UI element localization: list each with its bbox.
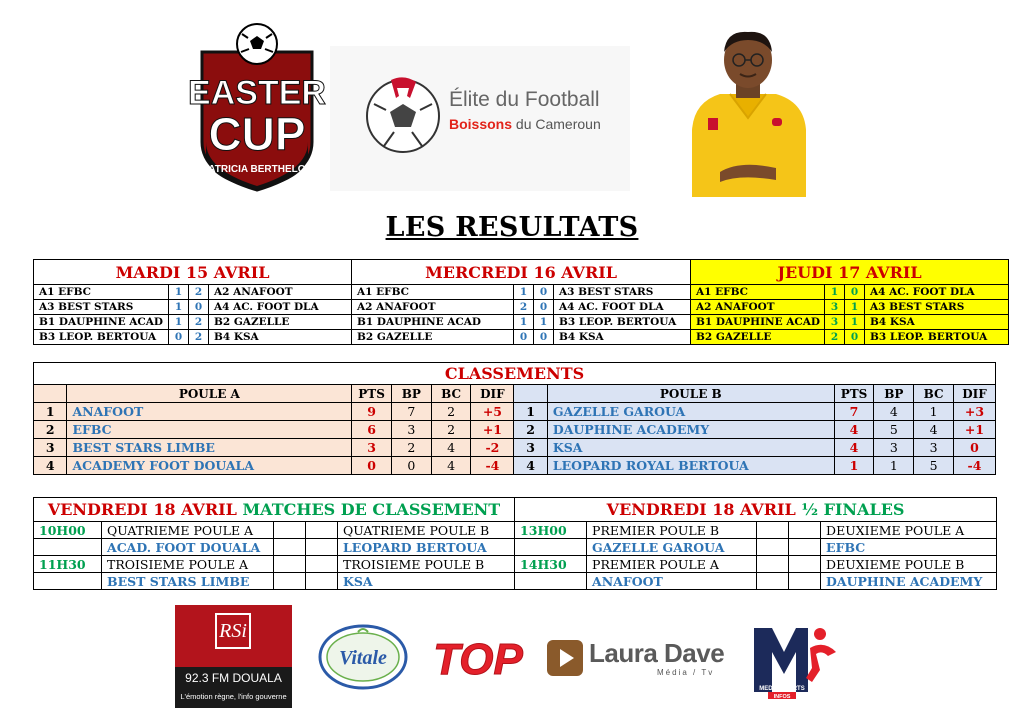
home-team: A2 ANAFOOT: [691, 300, 825, 315]
home-team: B3 LEOP. BERTOUA: [34, 330, 169, 345]
patron-photo: [680, 22, 816, 197]
away-score: 0: [845, 330, 865, 345]
msi-text-line1: MEDIA SPORTS: [759, 686, 805, 692]
home-team: A1 EFBC: [352, 285, 514, 300]
goals-for: 2: [391, 439, 431, 457]
home-score: 1: [825, 285, 845, 300]
goal-difference: +1: [471, 421, 514, 439]
score-cell: [757, 556, 789, 573]
home-team: A3 BEST STARS: [34, 300, 169, 315]
slot-label: DEUXIEME POULE A: [821, 522, 997, 539]
away-score: 2: [189, 315, 209, 330]
away-score: 1: [845, 315, 865, 330]
score-cell: [274, 573, 306, 590]
rank-header: [514, 385, 547, 403]
slot-label: QUATRIEME POULE B: [338, 522, 515, 539]
rsi-frequency: 92.3 FM DOUALA: [185, 671, 282, 685]
rank: 4: [34, 457, 67, 475]
away-score: 2: [189, 330, 209, 345]
poule-b-header: POULE B: [547, 385, 834, 403]
away-team: A3 BEST STARS: [554, 285, 691, 300]
team-name: LEOPARD BERTOUA: [338, 539, 515, 556]
pts-header: PTS: [352, 385, 392, 403]
rank: 2: [514, 421, 547, 439]
time-cell: [515, 573, 587, 590]
top-text: TOP: [433, 635, 523, 684]
team-name: BEST STARS LIMBE: [67, 439, 352, 457]
goals-against: 4: [431, 457, 471, 475]
result-row: [34, 315, 1009, 330]
slot-label: PREMIER POULE A: [587, 556, 757, 573]
away-team: A4 AC. FOOT DLA: [554, 300, 691, 315]
rsi-radio-logo: [175, 605, 292, 708]
home-team: B2 GAZELLE: [691, 330, 825, 345]
team-name: ANAFOOT: [587, 573, 757, 590]
rank: 2: [34, 421, 67, 439]
result-row: [34, 285, 1009, 300]
team-name: EFBC: [821, 539, 997, 556]
home-team: B1 DAUPHINE ACAD: [352, 315, 514, 330]
score-cell: [789, 573, 821, 590]
friday-matches-table: [33, 497, 997, 590]
bc-header: BC: [431, 385, 471, 403]
away-team: B4 KSA: [209, 330, 352, 345]
away-score: 1: [534, 315, 554, 330]
elite-football-logo: [330, 46, 630, 191]
goals-against: 2: [431, 421, 471, 439]
results-table: [33, 259, 1009, 345]
home-score: 0: [514, 330, 534, 345]
dif-header: DIF: [953, 385, 995, 403]
away-team: B3 LEOP. BERTOUA: [554, 315, 691, 330]
away-team: A2 ANAFOOT: [209, 285, 352, 300]
home-team: B2 GAZELLE: [352, 330, 514, 345]
bp-header: BP: [874, 385, 914, 403]
team-name: LEOPARD ROYAL BERTOUA: [547, 457, 834, 475]
standings-row: [34, 421, 996, 439]
home-team: A1 EFBC: [691, 285, 825, 300]
home-team: B1 DAUPHINE ACAD: [34, 315, 169, 330]
home-team: A2 ANAFOOT: [352, 300, 514, 315]
laura-dave-name: Laura Dave: [589, 638, 725, 668]
laura-dave-logo: [545, 636, 730, 680]
goal-difference: +3: [953, 403, 995, 421]
easter-cup-logo: [188, 22, 326, 192]
standings-row: [34, 439, 996, 457]
elite-sub-country: du Cameroun: [515, 116, 601, 132]
score-cell: [789, 539, 821, 556]
kickoff-time: 11H30: [34, 556, 102, 573]
team-name: DAUPHINE ACADEMY: [547, 421, 834, 439]
points: 3: [352, 439, 392, 457]
rank: 1: [34, 403, 67, 421]
slot-label: QUATRIEME POULE A: [102, 522, 274, 539]
away-score: 0: [189, 300, 209, 315]
goals-against: 4: [914, 421, 954, 439]
points: 0: [352, 457, 392, 475]
vitale-logo: [318, 624, 408, 690]
points: 6: [352, 421, 392, 439]
away-team: B4 KSA: [554, 330, 691, 345]
standings-header-row: [34, 385, 996, 403]
points: 4: [834, 421, 874, 439]
goals-against: 1: [914, 403, 954, 421]
team-name: GAZELLE GAROUA: [547, 403, 834, 421]
away-score: 2: [189, 285, 209, 300]
away-score: 0: [534, 285, 554, 300]
home-score: 1: [169, 315, 189, 330]
team-name: ACAD. FOOT DOUALA: [102, 539, 274, 556]
home-score: 1: [169, 300, 189, 315]
home-score: 3: [825, 315, 845, 330]
day-header-mercredi: MERCREDI 16 AVRIL: [352, 260, 691, 285]
slot-label: DEUXIEME POULE B: [821, 556, 997, 573]
standings-caption: CLASSEMENTS: [34, 363, 996, 385]
time-cell: [515, 539, 587, 556]
points: 1: [834, 457, 874, 475]
goals-against: 3: [914, 439, 954, 457]
score-cell: [306, 556, 338, 573]
goal-difference: -4: [953, 457, 995, 475]
home-score: 0: [169, 330, 189, 345]
logo-cup-text: CUP: [208, 108, 306, 160]
results-day-header-row: [34, 260, 1009, 285]
goals-for: 1: [874, 457, 914, 475]
rank: 3: [34, 439, 67, 457]
away-team: B2 GAZELLE: [209, 315, 352, 330]
score-cell: [306, 539, 338, 556]
football-icon: [364, 74, 442, 156]
team-name: GAZELLE GAROUA: [587, 539, 757, 556]
day-header-mardi: MARDI 15 AVRIL: [34, 260, 352, 285]
score-cell: [789, 556, 821, 573]
goal-difference: 0: [953, 439, 995, 457]
team-name: ACADEMY FOOT DOUALA: [67, 457, 352, 475]
home-score: 1: [514, 285, 534, 300]
goals-against: 4: [431, 439, 471, 457]
team-name: EFBC: [67, 421, 352, 439]
points: 7: [834, 403, 874, 421]
logo-patricia-text: PATRICIA BERTHELOT: [202, 164, 312, 175]
goals-for: 0: [391, 457, 431, 475]
goals-for: 5: [874, 421, 914, 439]
slot-label: TROISIEME POULE B: [338, 556, 515, 573]
score-cell: [757, 573, 789, 590]
standings-table: [33, 362, 996, 475]
home-team: B1 DAUPHINE ACAD: [691, 315, 825, 330]
dif-header: DIF: [471, 385, 514, 403]
goal-difference: +5: [471, 403, 514, 421]
score-cell: [306, 522, 338, 539]
goal-difference: -2: [471, 439, 514, 457]
points: 9: [352, 403, 392, 421]
away-score: 1: [845, 300, 865, 315]
goals-for: 7: [391, 403, 431, 421]
score-cell: [306, 573, 338, 590]
slot-label: TROISIEME POULE A: [102, 556, 274, 573]
home-team: A1 EFBC: [34, 285, 169, 300]
score-cell: [274, 539, 306, 556]
pts-header: PTS: [834, 385, 874, 403]
bp-header: BP: [391, 385, 431, 403]
play-icon: [545, 638, 585, 678]
home-score: 1: [514, 315, 534, 330]
kickoff-time: 13H00: [515, 522, 587, 539]
home-score: 3: [825, 300, 845, 315]
away-team: A4 AC. FOOT DLA: [209, 300, 352, 315]
rank: 4: [514, 457, 547, 475]
match-slot-row: [34, 522, 997, 539]
rsi-mark: RSi: [215, 613, 251, 649]
slot-label: PREMIER POULE B: [587, 522, 757, 539]
away-team: B4 KSA: [865, 315, 1009, 330]
rsi-tagline: L'émotion règne, l'info gouverne: [180, 692, 287, 701]
kickoff-time: 10H00: [34, 522, 102, 539]
semi-finals-header: [515, 498, 997, 522]
rank-header: [34, 385, 67, 403]
msi-text-line2: INFOS: [773, 694, 791, 700]
goal-difference: -4: [471, 457, 514, 475]
score-cell: [274, 556, 306, 573]
semi-final-day: VENDREDI 18 AVRIL: [606, 500, 796, 519]
match-team-row: [34, 539, 997, 556]
away-score: 0: [845, 285, 865, 300]
bc-header: BC: [914, 385, 954, 403]
score-cell: [757, 539, 789, 556]
team-name: DAUPHINE ACADEMY: [821, 573, 997, 590]
goals-for: 3: [391, 421, 431, 439]
rank: 1: [514, 403, 547, 421]
away-score: 0: [534, 300, 554, 315]
score-cell: [789, 522, 821, 539]
goal-difference: +1: [953, 421, 995, 439]
score-cell: [274, 522, 306, 539]
classement-day: VENDREDI 18 AVRIL: [47, 500, 237, 519]
result-row: [34, 330, 1009, 345]
away-team: A4 AC. FOOT DLA: [865, 285, 1009, 300]
time-cell: [34, 573, 102, 590]
elite-sub-brand: Boissons: [449, 116, 513, 132]
logo-easter-text: EASTER: [188, 74, 326, 112]
day-header-jeudi: JEUDI 17 AVRIL: [691, 260, 1009, 285]
laura-dave-subtitle: Média / Tv: [657, 668, 715, 677]
media-sports-infos-logo: [750, 622, 840, 700]
goals-for: 3: [874, 439, 914, 457]
top-logo: [433, 620, 523, 690]
match-slot-row: [34, 556, 997, 573]
vitale-text: Vitale: [339, 647, 387, 669]
team-name: KSA: [547, 439, 834, 457]
elite-subtitle: [449, 116, 601, 132]
result-row: [34, 300, 1009, 315]
away-team: A3 BEST STARS: [865, 300, 1009, 315]
team-name: BEST STARS LIMBE: [102, 573, 274, 590]
goals-for: 4: [874, 403, 914, 421]
team-name: KSA: [338, 573, 515, 590]
friday-header-row: [34, 498, 997, 522]
points: 4: [834, 439, 874, 457]
page-title: LES RESULTATS: [385, 212, 639, 243]
away-team: B3 LEOP. BERTOUA: [865, 330, 1009, 345]
home-score: 2: [825, 330, 845, 345]
goals-against: 2: [431, 403, 471, 421]
standings-row: [34, 403, 996, 421]
elite-title: Élite du Football: [449, 88, 600, 111]
kickoff-time: 14H30: [515, 556, 587, 573]
rank: 3: [514, 439, 547, 457]
semi-final-label: ½ FINALES: [801, 500, 905, 519]
standings-row: [34, 457, 996, 475]
home-score: 1: [169, 285, 189, 300]
classement-matches-header: [34, 498, 515, 522]
poule-a-header: POULE A: [67, 385, 352, 403]
team-name: ANAFOOT: [67, 403, 352, 421]
time-cell: [34, 539, 102, 556]
classement-label: MATCHES DE CLASSEMENT: [242, 500, 501, 519]
goals-against: 5: [914, 457, 954, 475]
score-cell: [757, 522, 789, 539]
match-team-row: [34, 573, 997, 590]
home-score: 2: [514, 300, 534, 315]
away-score: 0: [534, 330, 554, 345]
